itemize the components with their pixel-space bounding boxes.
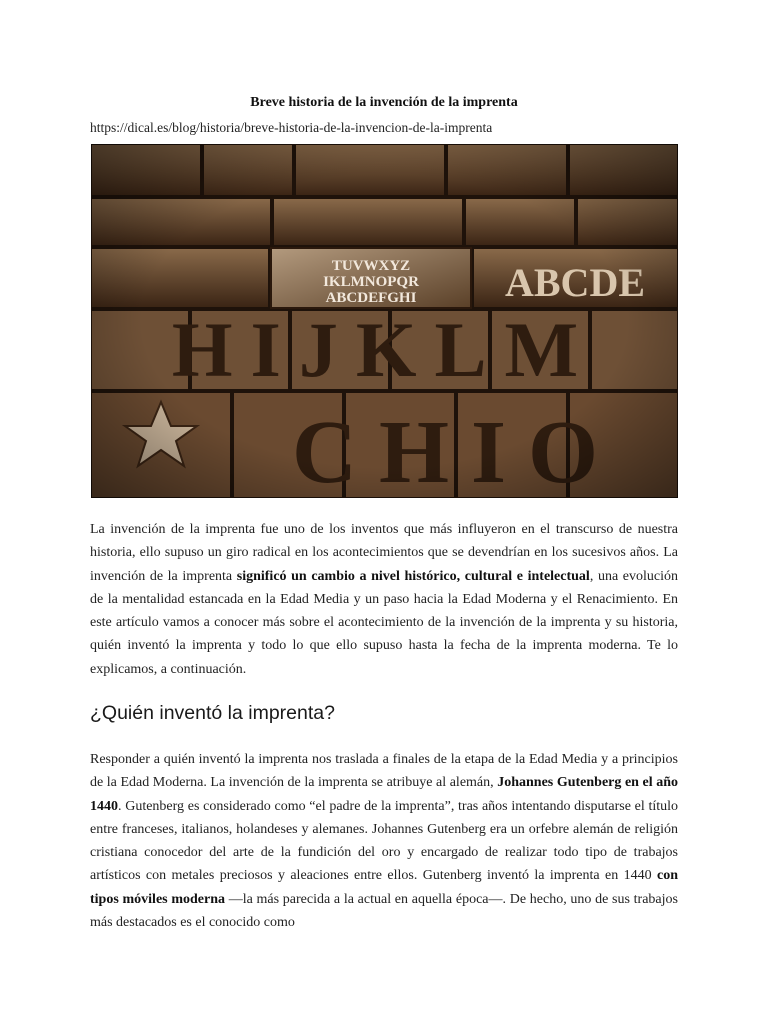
source-url[interactable]: https://dical.es/blog/historia/breve-historia-de-la-invencion-de-la-imprenta	[90, 120, 493, 135]
intro-paragraph: La invención de la imprenta fue uno de los inventos que más influyeron en el transcurso de nuestra historia, ello supuso un giro radical en los acontecimientos que se devendrían en los sucesivos años. La invención de la imprenta significó un cambio a nivel histórico, cultural e intelectual, una evolución de la mentalidad estancada en la Edad Media y un paso hacia la Edad Moderna y el Renacimiento. En este artículo vamos a conocer más sobre el acontecimiento de la invención de la imprenta y su historia, quién inventó la imprenta y todo lo que ello supuso hasta la fecha de la imprenta moderna. Te lo explicamos, a continuación.	[90, 522, 678, 677]
document-title: Breve historia de la invención de la imprenta	[250, 95, 518, 110]
section-paragraph: Responder a quién inventó la imprenta nos traslada a finales de la etapa de la Edad Media y a principios de la Edad Moderna. La invención de la imprenta se atribuye al alemán, Johannes Gutenberg en el año 1440. Gutenberg es considerado como “el padre de la imprenta”, tras años intentando disputarse el título entre franceses, italianos, holandeses y alemanes. Johannes Gutenberg era un orfebre alemán de religión cristiana conocedor del arte de la fundición del oro y encargado de realizar todo tipo de trabajos artísticos con metales preciosos y aleaciones entre ellos. Gutenberg inventó la imprenta en 1440 con tipos móviles moderna —la más parecida a la actual en aquella época—. De hecho, uno de sus trabajos más destacados es el conocido como	[90, 752, 678, 931]
section-heading: ¿Quién inventó la imprenta?	[90, 702, 335, 724]
movable-type-bold: con tipos móviles moderna	[90, 868, 678, 907]
intro-bold: significó un cambio a nivel histórico, cultural e intelectual	[236, 568, 590, 584]
gutenberg-bold: Johannes Gutenberg en el año 1440	[90, 775, 678, 814]
hero-image	[91, 144, 678, 498]
